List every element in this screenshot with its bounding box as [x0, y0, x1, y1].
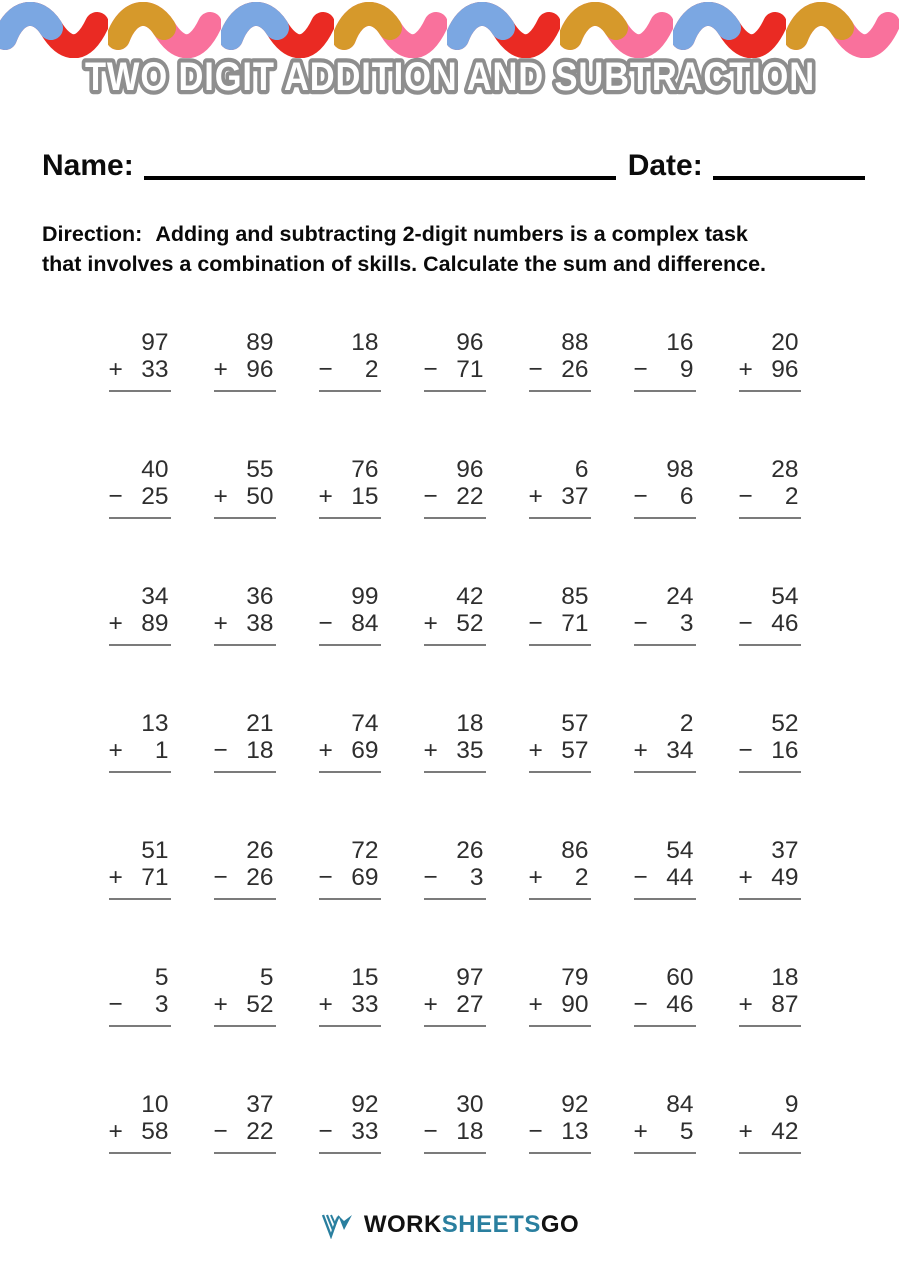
bottom-operand: 26 [561, 356, 589, 383]
top-operand: 21 [246, 710, 274, 737]
bottom-operand: 87 [771, 991, 799, 1018]
top-operand: 76 [351, 456, 379, 483]
operator: − [318, 1118, 333, 1145]
math-problem [739, 456, 801, 583]
top-operand: 51 [141, 837, 169, 864]
operator: − [318, 864, 333, 891]
top-operand: 6 [574, 456, 589, 483]
answer-line [109, 898, 171, 900]
answer-line [634, 644, 696, 646]
bottom-operand: 38 [246, 610, 274, 637]
bottom-operand: 46 [771, 610, 799, 637]
math-problem [634, 456, 696, 583]
math-problem [214, 837, 276, 964]
math-problem [424, 710, 486, 837]
bottom-operand: 69 [351, 864, 379, 891]
operator: − [633, 356, 648, 383]
bottom-operand: 57 [561, 737, 589, 764]
operator: − [633, 610, 648, 637]
date-blank-line [713, 148, 865, 180]
bottom-operand: 34 [666, 737, 694, 764]
answer-line [529, 1152, 591, 1154]
math-problem [424, 964, 486, 1091]
bottom-operand: 49 [771, 864, 799, 891]
operator: − [108, 991, 123, 1018]
top-operand: 55 [246, 456, 274, 483]
name-label: Name: [42, 149, 134, 182]
top-operand: 26 [456, 837, 484, 864]
math-problem [109, 456, 171, 583]
footer-logo [0, 1211, 900, 1239]
math-problem [424, 837, 486, 964]
math-problem [634, 583, 696, 710]
bottom-operand: 42 [771, 1118, 799, 1145]
operator: − [423, 1118, 438, 1145]
math-problem [529, 1091, 591, 1218]
top-operand: 16 [666, 329, 694, 356]
answer-line [319, 517, 381, 519]
math-problem [634, 1091, 696, 1218]
answer-line [109, 1152, 171, 1154]
bottom-operand: 71 [456, 356, 484, 383]
operator: + [108, 864, 123, 891]
answer-line [319, 1025, 381, 1027]
top-operand: 18 [771, 964, 799, 991]
bottom-operand: 25 [141, 483, 169, 510]
direction-line-2: that involves a combination of skills. Calculate the sum and difference. [42, 252, 767, 276]
top-operand: 18 [456, 710, 484, 737]
top-operand: 98 [666, 456, 694, 483]
top-operand: 34 [141, 583, 169, 610]
math-problem [319, 837, 381, 964]
answer-line [319, 1152, 381, 1154]
operator: + [213, 610, 228, 637]
bottom-operand: 71 [141, 864, 169, 891]
top-operand: 97 [141, 329, 169, 356]
top-operand: 37 [246, 1091, 274, 1118]
operator: + [318, 991, 333, 1018]
top-operand: 40 [141, 456, 169, 483]
top-operand: 57 [561, 710, 589, 737]
bottom-operand: 37 [561, 483, 589, 510]
bottom-operand: 33 [141, 356, 169, 383]
answer-line [739, 1152, 801, 1154]
top-operand: 72 [351, 837, 379, 864]
bottom-operand: 15 [351, 483, 379, 510]
top-operand: 88 [561, 329, 589, 356]
bottom-operand: 9 [679, 356, 694, 383]
operator: − [318, 356, 333, 383]
top-operand: 13 [141, 710, 169, 737]
top-operand: 84 [666, 1091, 694, 1118]
date-label: Date: [627, 149, 703, 182]
bottom-operand: 2 [574, 864, 589, 891]
top-operand: 42 [456, 583, 484, 610]
answer-line [214, 390, 276, 392]
math-problem [739, 329, 801, 456]
top-operand: 24 [666, 583, 694, 610]
bottom-operand: 46 [666, 991, 694, 1018]
operator: + [633, 737, 648, 764]
top-operand: 99 [351, 583, 379, 610]
math-problem [529, 710, 591, 837]
math-problem [424, 1091, 486, 1218]
top-operand: 2 [679, 710, 694, 737]
answer-line [529, 898, 591, 900]
answer-line [424, 1025, 486, 1027]
direction-line-1 [42, 219, 872, 249]
top-operand: 26 [246, 837, 274, 864]
answer-line [424, 517, 486, 519]
worksheet-title [0, 40, 900, 112]
answer-line [319, 771, 381, 773]
math-problem [109, 710, 171, 837]
problems-grid [87, 329, 822, 1218]
brand-go: GO [540, 1211, 580, 1238]
bottom-operand: 18 [246, 737, 274, 764]
answer-line [319, 898, 381, 900]
operator: − [738, 483, 753, 510]
operator: + [528, 483, 543, 510]
top-operand: 15 [351, 964, 379, 991]
answer-line [739, 644, 801, 646]
bottom-operand: 89 [141, 610, 169, 637]
math-problem [214, 583, 276, 710]
math-problem [739, 710, 801, 837]
operator: − [213, 864, 228, 891]
answer-line [739, 390, 801, 392]
math-problem [739, 964, 801, 1091]
top-operand: 10 [141, 1091, 169, 1118]
operator: − [528, 356, 543, 383]
top-operand: 5 [154, 964, 169, 991]
math-problem [214, 329, 276, 456]
operator: + [108, 356, 123, 383]
bottom-operand: 13 [561, 1118, 589, 1145]
operator: − [528, 1118, 543, 1145]
operator: − [633, 991, 648, 1018]
answer-line [634, 1025, 696, 1027]
math-problem [424, 583, 486, 710]
math-problem [319, 329, 381, 456]
math-problem [109, 583, 171, 710]
worksheetsgo-w-icon [321, 1212, 355, 1239]
operator: + [738, 356, 753, 383]
math-problem [634, 964, 696, 1091]
operator: + [108, 1118, 123, 1145]
bottom-operand: 22 [456, 483, 484, 510]
operator: − [213, 737, 228, 764]
answer-line [214, 898, 276, 900]
direction-label: Direction: [42, 222, 143, 246]
bottom-operand: 90 [561, 991, 589, 1018]
bottom-operand: 1 [154, 737, 169, 764]
bottom-operand: 96 [246, 356, 274, 383]
bottom-operand: 52 [456, 610, 484, 637]
math-problem [634, 837, 696, 964]
math-problem [319, 583, 381, 710]
math-problem [109, 1091, 171, 1218]
answer-line [634, 390, 696, 392]
operator: + [423, 991, 438, 1018]
math-problem [739, 1091, 801, 1218]
top-operand: 85 [561, 583, 589, 610]
math-problem [424, 329, 486, 456]
operator: + [528, 864, 543, 891]
math-problem [109, 964, 171, 1091]
answer-line [739, 1025, 801, 1027]
top-operand: 52 [771, 710, 799, 737]
bottom-operand: 3 [154, 991, 169, 1018]
top-operand: 18 [351, 329, 379, 356]
operator: + [318, 737, 333, 764]
bottom-operand: 52 [246, 991, 274, 1018]
top-operand: 54 [771, 583, 799, 610]
operator: + [633, 1118, 648, 1145]
operator: + [528, 737, 543, 764]
answer-line [634, 771, 696, 773]
answer-line [739, 517, 801, 519]
operator: + [423, 737, 438, 764]
operator: + [108, 737, 123, 764]
operator: + [108, 610, 123, 637]
answer-line [214, 771, 276, 773]
bottom-operand: 96 [771, 356, 799, 383]
top-operand: 30 [456, 1091, 484, 1118]
bottom-operand: 27 [456, 991, 484, 1018]
direction-sentence-1: Adding and subtracting 2-digit numbers is a complex task [155, 222, 748, 246]
direction-text [42, 219, 872, 279]
answer-line [529, 390, 591, 392]
name-date-row [42, 148, 865, 183]
top-operand: 92 [561, 1091, 589, 1118]
answer-line [319, 644, 381, 646]
bottom-operand: 84 [351, 610, 379, 637]
top-operand: 37 [771, 837, 799, 864]
top-operand: 36 [246, 583, 274, 610]
answer-line [109, 390, 171, 392]
top-operand: 96 [456, 456, 484, 483]
answer-line [109, 644, 171, 646]
bottom-operand: 2 [364, 356, 379, 383]
answer-line [529, 771, 591, 773]
operator: + [738, 864, 753, 891]
name-blank-line [144, 148, 616, 180]
math-problem [424, 456, 486, 583]
operator: − [738, 610, 753, 637]
math-problem [529, 837, 591, 964]
operator: + [738, 991, 753, 1018]
answer-line [529, 1025, 591, 1027]
math-problem [529, 583, 591, 710]
answer-line [739, 771, 801, 773]
operator: − [213, 1118, 228, 1145]
brand-work: WORK [363, 1211, 442, 1238]
answer-line [214, 1025, 276, 1027]
answer-line [424, 1152, 486, 1154]
answer-line [424, 771, 486, 773]
top-operand: 96 [456, 329, 484, 356]
top-operand: 54 [666, 837, 694, 864]
answer-line [424, 644, 486, 646]
math-problem [739, 583, 801, 710]
bottom-operand: 3 [469, 864, 484, 891]
bottom-operand: 33 [351, 991, 379, 1018]
bottom-operand: 69 [351, 737, 379, 764]
operator: + [423, 610, 438, 637]
brand-sheets: SHEETS [441, 1211, 541, 1238]
operator: + [318, 483, 333, 510]
answer-line [424, 898, 486, 900]
math-problem [109, 329, 171, 456]
answer-line [109, 1025, 171, 1027]
math-problem [634, 710, 696, 837]
operator: − [423, 483, 438, 510]
operator: + [213, 991, 228, 1018]
top-operand: 28 [771, 456, 799, 483]
math-problem [319, 710, 381, 837]
answer-line [109, 771, 171, 773]
math-problem [634, 329, 696, 456]
math-problem [319, 1091, 381, 1218]
math-problem [529, 329, 591, 456]
top-operand: 20 [771, 329, 799, 356]
answer-line [319, 390, 381, 392]
math-problem [529, 456, 591, 583]
math-problem [109, 837, 171, 964]
math-problem [214, 456, 276, 583]
operator: + [528, 991, 543, 1018]
top-operand: 86 [561, 837, 589, 864]
bottom-operand: 33 [351, 1118, 379, 1145]
bottom-operand: 35 [456, 737, 484, 764]
answer-line [214, 517, 276, 519]
top-operand: 74 [351, 710, 379, 737]
answer-line [109, 517, 171, 519]
bottom-operand: 22 [246, 1118, 274, 1145]
top-operand: 9 [784, 1091, 799, 1118]
operator: − [423, 864, 438, 891]
top-operand: 89 [246, 329, 274, 356]
brand-wordmark [364, 1211, 579, 1239]
bottom-operand: 2 [784, 483, 799, 510]
bottom-operand: 71 [561, 610, 589, 637]
operator: + [213, 483, 228, 510]
math-problem [214, 710, 276, 837]
top-operand: 97 [456, 964, 484, 991]
bottom-operand: 3 [679, 610, 694, 637]
answer-line [529, 517, 591, 519]
bottom-operand: 58 [141, 1118, 169, 1145]
top-operand: 60 [666, 964, 694, 991]
operator: − [318, 610, 333, 637]
answer-line [634, 517, 696, 519]
answer-line [424, 390, 486, 392]
top-operand: 92 [351, 1091, 379, 1118]
operator: − [738, 737, 753, 764]
bottom-operand: 6 [679, 483, 694, 510]
top-operand: 79 [561, 964, 589, 991]
operator: + [213, 356, 228, 383]
bottom-operand: 44 [666, 864, 694, 891]
bottom-operand: 16 [771, 737, 799, 764]
operator: − [423, 356, 438, 383]
math-problem [319, 456, 381, 583]
operator: − [633, 864, 648, 891]
answer-line [529, 644, 591, 646]
math-problem [529, 964, 591, 1091]
answer-line [634, 898, 696, 900]
math-problem [319, 964, 381, 1091]
operator: − [528, 610, 543, 637]
bottom-operand: 26 [246, 864, 274, 891]
bottom-operand: 18 [456, 1118, 484, 1145]
operator: + [738, 1118, 753, 1145]
top-operand: 5 [259, 964, 274, 991]
bottom-operand: 5 [679, 1118, 694, 1145]
answer-line [739, 898, 801, 900]
bottom-operand: 50 [246, 483, 274, 510]
math-problem [214, 964, 276, 1091]
math-problem [739, 837, 801, 964]
math-problem [214, 1091, 276, 1218]
page-title: TWO DIGIT ADDITION AND SUBTRACTION [85, 55, 815, 99]
answer-line [634, 1152, 696, 1154]
answer-line [214, 1152, 276, 1154]
operator: − [633, 483, 648, 510]
operator: − [108, 483, 123, 510]
answer-line [214, 644, 276, 646]
